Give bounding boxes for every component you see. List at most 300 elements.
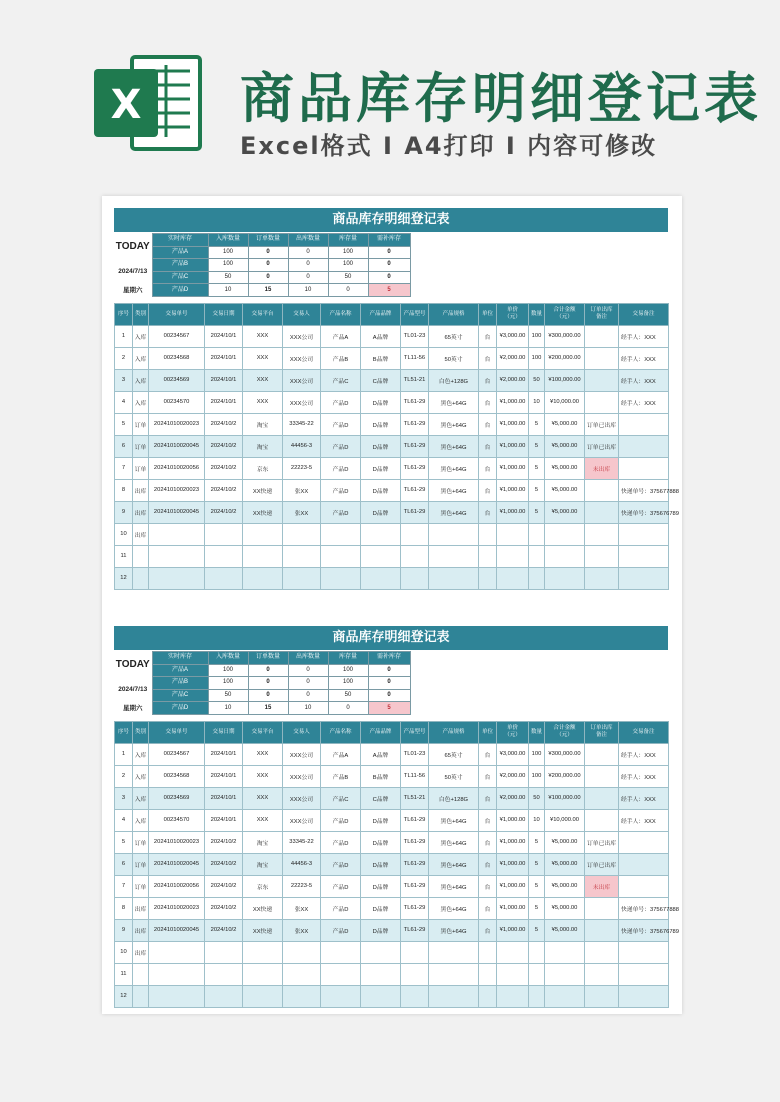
table-row (115, 435, 669, 457)
table-row (115, 809, 669, 831)
table-row (115, 567, 669, 589)
table-cell: TL51-21 (401, 787, 429, 809)
table-cell: 2 (115, 765, 133, 787)
table-cell: TL61-29 (401, 853, 429, 875)
table-cell: XXX (243, 787, 283, 809)
table-cell: 黑色+64G (429, 413, 479, 435)
table-cell: A品牌 (361, 743, 401, 765)
table-cell: ¥5,000.00 (545, 831, 585, 853)
table-cell: 黑色+64G (429, 479, 479, 501)
table-cell: 2024/10/1 (205, 347, 243, 369)
table-cell: 10 (529, 809, 545, 831)
table-cell: 2024/10/2 (205, 831, 243, 853)
summary-need: 5 (368, 702, 410, 715)
table-cell (149, 963, 205, 985)
table-cell (205, 963, 243, 985)
column-header: 数量 (529, 303, 545, 325)
table-cell (283, 545, 321, 567)
table-cell: D品牌 (361, 479, 401, 501)
table-cell: 订单已出库 (585, 831, 619, 853)
summary-header: 实时库存 (152, 234, 208, 247)
table-cell: 6 (115, 853, 133, 875)
table-cell: 黑色+64G (429, 501, 479, 523)
table-cell: 订单 (133, 853, 149, 875)
table-cell: 11 (115, 963, 133, 985)
table-cell (545, 963, 585, 985)
table-cell (321, 523, 361, 545)
summary-need: 0 (368, 271, 410, 284)
summary-row (114, 246, 410, 259)
table-cell: 张XX (283, 479, 321, 501)
table-row (115, 413, 669, 435)
table-cell (585, 963, 619, 985)
table-cell: 20241010020056 (149, 875, 205, 897)
table-cell: 淘宝 (243, 435, 283, 457)
table-cell: TL61-29 (401, 435, 429, 457)
table-cell: 出库 (133, 919, 149, 941)
table-cell: 2024/10/1 (205, 391, 243, 413)
table-cell: ¥1,000.00 (497, 897, 529, 919)
table-cell (545, 567, 585, 589)
table-cell: 台 (479, 391, 497, 413)
table-cell (585, 501, 619, 523)
table-cell (283, 985, 321, 1007)
table-cell: 订单 (133, 831, 149, 853)
table-cell: 12 (115, 985, 133, 1007)
summary-stock: 50 (328, 689, 368, 702)
table-cell (479, 523, 497, 545)
column-header: 单价 （元） (497, 303, 529, 325)
table-cell: 100 (529, 765, 545, 787)
table-cell: 台 (479, 853, 497, 875)
table-cell: 产品C (321, 369, 361, 391)
summary-product: 产品C (152, 271, 208, 284)
table-cell (619, 567, 669, 589)
table-cell: 50英寸 (429, 765, 479, 787)
column-header: 交易单号 (149, 721, 205, 743)
table-cell: D品牌 (361, 875, 401, 897)
summary-order: 0 (248, 259, 288, 272)
table-cell: 黑色+64G (429, 457, 479, 479)
table-cell: 产品D (321, 875, 361, 897)
table-cell (479, 545, 497, 567)
summary-need: 0 (368, 677, 410, 690)
table-cell (585, 347, 619, 369)
table-row (115, 347, 669, 369)
table-cell: 22223-5 (283, 457, 321, 479)
summary-stock: 100 (328, 246, 368, 259)
table-cell (361, 963, 401, 985)
table-cell: 订单 (133, 457, 149, 479)
table-cell: XXX (243, 369, 283, 391)
table-cell: XXX公司 (283, 787, 321, 809)
table-cell: ¥1,000.00 (497, 413, 529, 435)
table-cell: ¥5,000.00 (545, 875, 585, 897)
table-cell (545, 545, 585, 567)
summary-need: 0 (368, 689, 410, 702)
summary-need: 0 (368, 664, 410, 677)
table-cell (429, 545, 479, 567)
table-cell: 20241010020045 (149, 435, 205, 457)
table-row (115, 501, 669, 523)
table-cell: 9 (115, 501, 133, 523)
summary-out: 0 (288, 246, 328, 259)
summary-stock: 100 (328, 664, 368, 677)
column-header: 交易单号 (149, 303, 205, 325)
summary-out: 0 (288, 259, 328, 272)
summary-stock: 50 (328, 271, 368, 284)
summary-header: 出库数量 (288, 652, 328, 665)
summary-header: 订单数量 (248, 652, 288, 665)
table-cell: TL61-29 (401, 457, 429, 479)
table-cell: XX快递 (243, 501, 283, 523)
table-cell: 65英寸 (429, 743, 479, 765)
summary-table (114, 233, 411, 297)
table-cell (497, 941, 529, 963)
table-cell (243, 985, 283, 1007)
table-cell: TL11-56 (401, 347, 429, 369)
table-cell (497, 523, 529, 545)
summary-order: 0 (248, 677, 288, 690)
table-cell: 5 (529, 919, 545, 941)
table-cell: ¥5,000.00 (545, 919, 585, 941)
table-cell (401, 567, 429, 589)
table-cell: TL61-29 (401, 875, 429, 897)
table-cell: TL01-23 (401, 325, 429, 347)
table-cell: 12 (115, 567, 133, 589)
summary-need: 5 (368, 284, 410, 297)
table-cell: 产品D (321, 897, 361, 919)
table-cell (529, 523, 545, 545)
table-cell: 台 (479, 347, 497, 369)
table-cell: 产品D (321, 809, 361, 831)
table-cell: ¥1,000.00 (497, 809, 529, 831)
table-cell (429, 567, 479, 589)
table-cell: 8 (115, 479, 133, 501)
table-cell: ¥5,000.00 (545, 435, 585, 457)
table-cell: 2024/10/2 (205, 501, 243, 523)
table-cell (619, 875, 669, 897)
table-cell: ¥2,000.00 (497, 787, 529, 809)
table-cell: 订单 (133, 875, 149, 897)
promo-banner (0, 0, 780, 190)
table-cell (619, 985, 669, 1007)
table-cell (585, 545, 619, 567)
table-cell (585, 567, 619, 589)
table-cell (149, 523, 205, 545)
summary-header: 出库数量 (288, 234, 328, 247)
table-cell: D品牌 (361, 501, 401, 523)
table-cell: D品牌 (361, 809, 401, 831)
summary-header: 实时库存 (152, 652, 208, 665)
table-cell (321, 567, 361, 589)
table-cell: XXX公司 (283, 391, 321, 413)
table-cell: ¥200,000.00 (545, 765, 585, 787)
summary-order: 15 (248, 702, 288, 715)
summary-product: 产品D (152, 284, 208, 297)
table-cell: XXX公司 (283, 369, 321, 391)
summary-header: 需补库存 (368, 652, 410, 665)
table-cell: ¥5,000.00 (545, 501, 585, 523)
table-cell: ¥1,000.00 (497, 853, 529, 875)
table-cell (243, 567, 283, 589)
table-cell (321, 941, 361, 963)
table-cell (585, 787, 619, 809)
table-cell: TL61-29 (401, 919, 429, 941)
table-cell (149, 545, 205, 567)
table-cell: 经手人：XXX (619, 391, 669, 413)
summary-stock: 0 (328, 284, 368, 297)
table-cell: 快递单号：375676789 (619, 501, 669, 523)
table-cell (361, 545, 401, 567)
summary-order: 0 (248, 246, 288, 259)
table-cell: 5 (529, 479, 545, 501)
table-cell: D品牌 (361, 831, 401, 853)
table-cell: 快递单号：375677888 (619, 479, 669, 501)
table-cell: 订单已出库 (585, 853, 619, 875)
table-cell: 黑色+64G (429, 831, 479, 853)
column-header: 序号 (115, 303, 133, 325)
summary-row (114, 271, 410, 284)
table-cell: 10 (115, 523, 133, 545)
table-cell: 出库 (133, 941, 149, 963)
table-cell: TL61-29 (401, 831, 429, 853)
table-cell: TL61-29 (401, 501, 429, 523)
table-cell: 台 (479, 743, 497, 765)
table-cell: ¥3,000.00 (497, 743, 529, 765)
summary-product: 产品D (152, 702, 208, 715)
table-cell: 8 (115, 897, 133, 919)
table-cell: 淘宝 (243, 413, 283, 435)
table-cell (361, 985, 401, 1007)
table-cell: 33345-22 (283, 413, 321, 435)
table-cell: 2024/10/1 (205, 325, 243, 347)
table-cell: C品牌 (361, 787, 401, 809)
table-cell (401, 985, 429, 1007)
table-cell (585, 325, 619, 347)
table-cell (479, 963, 497, 985)
table-cell: 20241010020056 (149, 457, 205, 479)
summary-in: 50 (208, 689, 248, 702)
today-date: 2024/7/13 (118, 685, 148, 693)
table-cell: 20241010020023 (149, 413, 205, 435)
table-cell (429, 941, 479, 963)
table-cell: 2024/10/1 (205, 369, 243, 391)
table-cell: 产品D (321, 479, 361, 501)
table-cell (529, 567, 545, 589)
table-cell: XXX公司 (283, 347, 321, 369)
today-label: TODAY (115, 240, 150, 252)
summary-product: 产品C (152, 689, 208, 702)
table-cell: D品牌 (361, 457, 401, 479)
summary-out: 0 (288, 664, 328, 677)
table-cell: 50 (529, 369, 545, 391)
table-cell: 100 (529, 347, 545, 369)
table-cell (133, 545, 149, 567)
table-cell: 9 (115, 919, 133, 941)
table-cell: 快递单号：375676789 (619, 919, 669, 941)
table-cell: 台 (479, 809, 497, 831)
table-cell: D品牌 (361, 413, 401, 435)
table-row (115, 479, 669, 501)
table-cell: A品牌 (361, 325, 401, 347)
column-header: 交易备注 (619, 303, 669, 325)
table-cell: 入库 (133, 369, 149, 391)
table-cell (619, 413, 669, 435)
table-cell (205, 567, 243, 589)
table-cell (545, 941, 585, 963)
column-header: 单位 (479, 721, 497, 743)
table-cell (619, 941, 669, 963)
table-cell: 黑色+64G (429, 875, 479, 897)
table-cell: ¥1,000.00 (497, 457, 529, 479)
table-cell: XX快递 (243, 479, 283, 501)
table-cell: 00234569 (149, 369, 205, 391)
table-cell: 入库 (133, 809, 149, 831)
table-cell: TL61-29 (401, 897, 429, 919)
table-cell (205, 941, 243, 963)
table-cell: 京东 (243, 875, 283, 897)
table-cell: ¥1,000.00 (497, 479, 529, 501)
table-cell: ¥300,000.00 (545, 325, 585, 347)
sheet-paper (102, 196, 682, 1014)
table-cell: ¥5,000.00 (545, 457, 585, 479)
table-cell: 33345-22 (283, 831, 321, 853)
table-cell (133, 985, 149, 1007)
table-cell (619, 831, 669, 853)
table-cell: 2024/10/2 (205, 919, 243, 941)
table-cell: 5 (115, 831, 133, 853)
table-row (115, 787, 669, 809)
table-cell: TL61-29 (401, 391, 429, 413)
table-cell: ¥3,000.00 (497, 325, 529, 347)
table-cell: 100 (529, 743, 545, 765)
summary-row (114, 689, 410, 702)
table-cell (243, 963, 283, 985)
table-cell: 2024/10/2 (205, 875, 243, 897)
table-cell: 5 (529, 413, 545, 435)
table-cell: 100 (529, 325, 545, 347)
column-header: 交易人 (283, 721, 321, 743)
table-cell: 未出库 (585, 875, 619, 897)
table-cell (243, 941, 283, 963)
table-row (115, 457, 669, 479)
table-cell (545, 985, 585, 1007)
table-cell: 订单已出库 (585, 435, 619, 457)
table-cell: ¥10,000.00 (545, 391, 585, 413)
table-cell (361, 567, 401, 589)
table-cell: 入库 (133, 765, 149, 787)
column-header: 合计金额 （元） (545, 721, 585, 743)
table-cell: 20241010020045 (149, 919, 205, 941)
table-cell (619, 457, 669, 479)
column-header: 类别 (133, 721, 149, 743)
table-cell (321, 985, 361, 1007)
table-row (115, 919, 669, 941)
table-cell (529, 985, 545, 1007)
inventory-sheet-1 (114, 208, 680, 590)
table-cell: 出库 (133, 897, 149, 919)
table-cell (619, 545, 669, 567)
promo-title: 商品库存明细登记表 (240, 67, 762, 130)
summary-row (114, 677, 410, 690)
table-cell: 经手人：XXX (619, 325, 669, 347)
table-cell: ¥100,000.00 (545, 787, 585, 809)
table-cell: ¥5,000.00 (545, 413, 585, 435)
table-cell: 白色+128G (429, 787, 479, 809)
table-cell: 10 (115, 941, 133, 963)
table-cell: 台 (479, 787, 497, 809)
summary-product: 产品B (152, 259, 208, 272)
table-cell (529, 963, 545, 985)
table-cell: 经手人：XXX (619, 369, 669, 391)
table-cell: 经手人：XXX (619, 787, 669, 809)
table-cell (401, 523, 429, 545)
table-cell: 产品A (321, 325, 361, 347)
table-cell: 5 (529, 501, 545, 523)
table-cell (149, 567, 205, 589)
table-cell: ¥1,000.00 (497, 501, 529, 523)
summary-stock: 0 (328, 702, 368, 715)
table-cell (585, 919, 619, 941)
table-cell: TL11-56 (401, 765, 429, 787)
table-cell (283, 963, 321, 985)
table-row (115, 875, 669, 897)
summary-need: 0 (368, 259, 410, 272)
summary-in: 10 (208, 702, 248, 715)
table-cell: 00234568 (149, 765, 205, 787)
table-cell: TL61-29 (401, 479, 429, 501)
table-row (115, 325, 669, 347)
table-cell (321, 963, 361, 985)
table-cell: 00234570 (149, 391, 205, 413)
table-cell: D品牌 (361, 897, 401, 919)
column-header: 订单出库 备注 (585, 303, 619, 325)
summary-in: 100 (208, 664, 248, 677)
today-date: 2024/7/13 (118, 267, 148, 275)
table-cell: 5 (529, 897, 545, 919)
table-cell (585, 765, 619, 787)
table-cell: 6 (115, 435, 133, 457)
table-cell (529, 941, 545, 963)
table-row (115, 941, 669, 963)
summary-product: 产品A (152, 246, 208, 259)
table-cell: 2 (115, 347, 133, 369)
sheet-title: 商品库存明细登记表 (114, 208, 668, 232)
promo-subtitle: Excel格式 I A4打印 I 内容可修改 (240, 132, 658, 160)
summary-stock: 100 (328, 677, 368, 690)
table-cell: B品牌 (361, 765, 401, 787)
column-header: 产品规格 (429, 721, 479, 743)
table-cell (585, 479, 619, 501)
table-cell: 2024/10/2 (205, 479, 243, 501)
table-cell: XX快递 (243, 919, 283, 941)
table-cell: 20241010020045 (149, 501, 205, 523)
table-cell (205, 985, 243, 1007)
table-cell: 白色+128G (429, 369, 479, 391)
table-cell: 00234570 (149, 809, 205, 831)
table-cell: 7 (115, 457, 133, 479)
table-cell: 1 (115, 743, 133, 765)
table-cell: 台 (479, 325, 497, 347)
table-cell (619, 435, 669, 457)
table-cell: XX快递 (243, 897, 283, 919)
table-cell: 经手人：XXX (619, 347, 669, 369)
table-cell: ¥1,000.00 (497, 831, 529, 853)
table-cell: 入库 (133, 787, 149, 809)
column-header: 产品品牌 (361, 303, 401, 325)
table-cell (243, 545, 283, 567)
